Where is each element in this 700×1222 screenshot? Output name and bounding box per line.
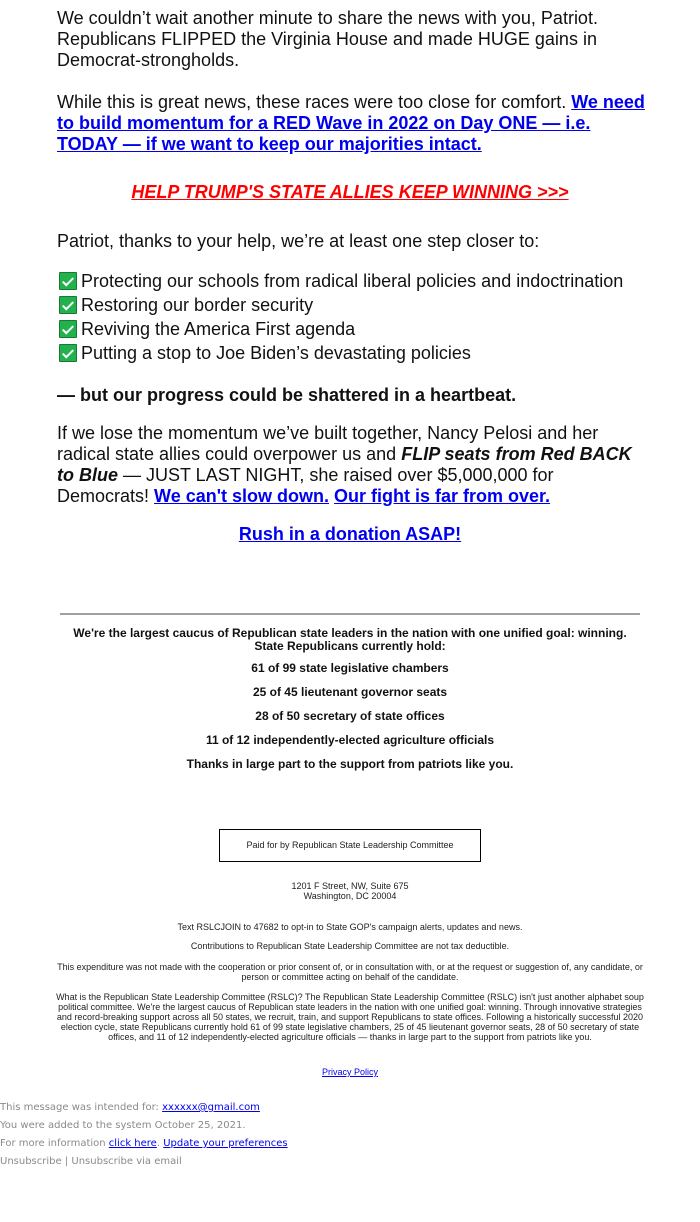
unsubscribe-link[interactable]: Unsubscribe [0, 1156, 62, 1167]
checklist-item: Protecting our schools from radical liberal policies and indoctrination [59, 269, 659, 293]
stats-thanks: Thanks in large part to the support from patriots like you. [186, 757, 514, 771]
help-allies-link[interactable]: HELP TRUMP'S STATE ALLIES KEEP WINNING >>> [131, 182, 569, 202]
expenditure-note: This expenditure was not made with the cooperation or prior consent of, or in consultation with, or at the request or suggestion of, any candidate, or person or committee acting on behalf of the candidate. [57, 962, 643, 982]
stats-intro: We're the largest caucus of Republican state leaders in the nation with one unified goal: winning. State Republicans currently hold: [73, 626, 627, 653]
mailing-address: 1201 F Street, NW, Suite 675 Washington, DC 20004 [291, 881, 409, 901]
intended-for-line: This message was intended for: xxxxxx@gmail.com [0, 1102, 260, 1113]
unsubscribe-email-link[interactable]: Unsubscribe via email [71, 1156, 182, 1167]
momentum-text: While this is great news, these races were too close for comfort. [57, 92, 572, 112]
stat-item: 28 of 50 secretary of state offices [255, 709, 445, 723]
sms-optin-note: Text RSLCJOIN to 47682 to opt-in to State GOP's campaign alerts, updates and news. [177, 922, 523, 932]
click-here-link[interactable]: click here [108, 1138, 157, 1149]
unsubscribe-line: Unsubscribe | Unsubscribe via email [0, 1156, 182, 1167]
donate-link[interactable]: Rush in a donation ASAP! [238, 524, 462, 544]
cta-red-wrap [0, 182, 700, 203]
intro-paragraph: We couldn’t wait another minute to share the news with you, Patriot. Republicans FLIPPED the Virginia House and made HUGE gains in Democrat-strongholds. [57, 8, 598, 70]
checkmark-icon [59, 344, 77, 362]
stat-item: 61 of 99 state legislative chambers [251, 661, 449, 675]
more-info-line: For more information click here. Update your preferences [0, 1138, 288, 1149]
momentum-link[interactable]: We need to build momentum for a RED Wave in 2022 on Day ONE — i.e. TODAY — if we want to keep our majorities intact. [57, 92, 645, 154]
progress-checklist [59, 269, 659, 365]
fight-link[interactable]: Our fight is far from over. [334, 486, 551, 506]
update-preferences-link[interactable]: Update your preferences [163, 1138, 288, 1149]
momentum-paragraph [57, 92, 647, 155]
checkmark-icon [59, 272, 77, 290]
tax-note: Contributions to Republican State Leadership Committee are not tax deductible. [190, 941, 510, 951]
checkmark-icon [59, 296, 77, 314]
flip-seats-emphasis: FLIP seats from Red BACK to Blue [57, 444, 632, 485]
privacy-policy-link[interactable]: Privacy Policy [321, 1067, 378, 1077]
divider [60, 613, 640, 615]
pelosi-paragraph: If we lose the momentum we’ve built together, Nancy Pelosi and her radical state allies could overpower us and FLIP seats from Red BACK to Blue — JUST LAST NIGHT, she raised over $5,000,000 for Democrats! We can't slow down. Our fight is far from over. [57, 423, 632, 506]
donate-wrap [0, 524, 700, 545]
warning-line: — but our progress could be shattered in a heartbeat. [57, 385, 517, 405]
checklist-item: Reviving the America First agenda [59, 317, 659, 341]
checklist-item: Putting a stop to Joe Biden’s devastating policies [59, 341, 659, 365]
stat-item: 25 of 45 lieutenant governor seats [252, 685, 448, 699]
privacy-wrap [50, 1067, 650, 1077]
stat-item: 11 of 12 independently-elected agriculture officials [205, 733, 495, 747]
thanks-intro: Patriot, thanks to your help, we’re at least one step closer to: [57, 231, 540, 251]
about-rslc: What is the Republican State Leadership Committee (RSLC)? The Republican State Leadership Committee (RSLC) isn't just another alphabet soup political committee. We're the largest caucus of Republican state leaders in the nation with one unified goal: winning. Through innovative strategies and record-breaking support across all 50 states, we recruit, train, and support Republicans to state offices. Following a historically successful 2020 election cycle, state Republicans currently hold 61 of 99 state legislative chambers, 25 of 45 lieutenant governor seats, 28 of 50 secretary of state offices, and 11 of 12 independently-elected agriculture officials — thanks in large part to the support from patriots like you. [56, 992, 644, 1042]
recipient-email-link[interactable]: xxxxxx@gmail.com [162, 1102, 260, 1113]
checklist-item: Restoring our border security [59, 293, 659, 317]
added-date-line: You were added to the system October 25, 2021. [0, 1120, 246, 1131]
paid-for-disclaimer: Paid for by Republican State Leadership Committee [219, 829, 481, 862]
slow-down-link[interactable]: We can't slow down. [154, 486, 329, 506]
checkmark-icon [59, 320, 77, 338]
